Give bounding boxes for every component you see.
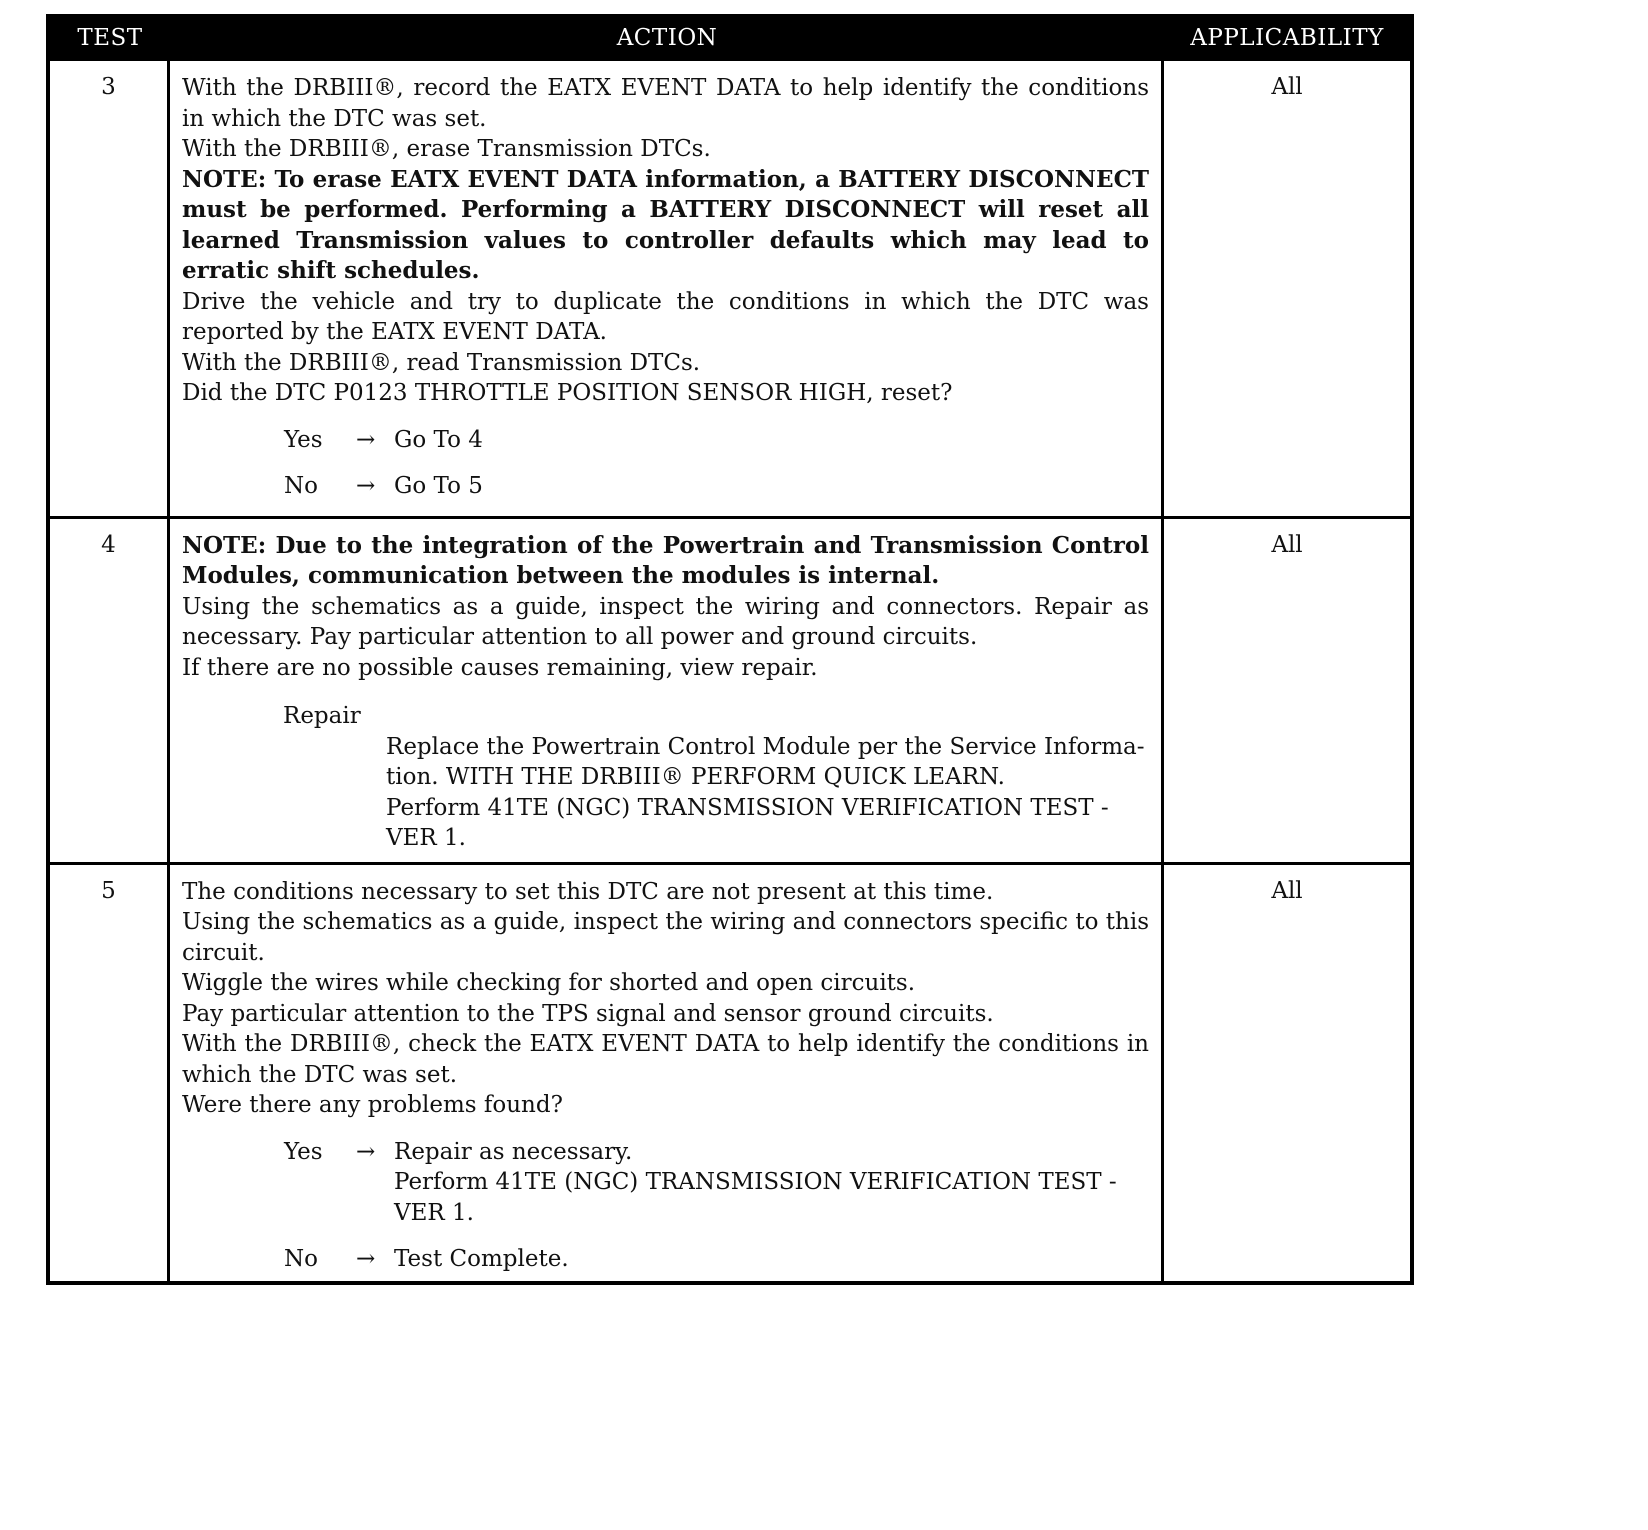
action-line: With the DRBIII®, erase Transmission DTCs. — [182, 136, 711, 162]
choice-label: No — [284, 1246, 318, 1272]
note-text: NOTE: Due to the integration of the Powertrain and Transmission Control Modules, communication between the modules is internal. — [182, 531, 1149, 589]
repair-line: tion. WITH THE DRBIII® PERFORM QUICK LEARN. — [386, 764, 1005, 790]
header-applicability: APPLICABILITY — [1190, 25, 1384, 51]
choice-label: No — [284, 473, 318, 499]
choice-result: Go To 4 — [394, 426, 483, 453]
arrow-icon: → — [356, 1246, 376, 1272]
action-line: Pay particular attention to the TPS signal and sensor ground circuits. — [182, 1000, 994, 1027]
repair-block — [182, 701, 1149, 854]
action-line: Did the DTC P0123 THROTTLE POSITION SENSOR HIGH, reset? — [182, 380, 953, 406]
applicability-cell: All — [1271, 877, 1303, 904]
choice-label: Yes — [284, 426, 323, 453]
repair-label: Repair — [283, 703, 361, 729]
action-line: Drive the vehicle and try to duplicate the conditions in which the DTC was reported by the EATX EVENT DATA. — [182, 288, 1149, 345]
choice-result — [394, 1244, 1149, 1275]
table-row — [50, 862, 1410, 1281]
diagnostic-test-table — [46, 14, 1414, 1285]
choice-no — [182, 471, 1149, 502]
action-line: Using the schematics as a guide, inspect the wiring and connectors specific to this circuit. — [182, 909, 1149, 966]
action-cell — [170, 865, 1164, 1281]
test-number: 3 — [50, 61, 170, 516]
test-number: 4 — [50, 519, 170, 862]
applicability-cell: All — [1271, 74, 1303, 100]
applicability-cell: All — [1271, 531, 1303, 558]
choice-yes — [182, 425, 1149, 456]
repair-line: Perform 41TE (NGC) TRANSMISSION VERIFICATION TEST - — [386, 794, 1109, 821]
test-number: 5 — [50, 865, 170, 1281]
choice-label: Yes — [284, 1138, 323, 1165]
action-cell — [170, 61, 1164, 516]
table-header — [50, 18, 1410, 58]
header-action: ACTION — [616, 25, 718, 51]
choice-result-line: Perform 41TE (NGC) TRANSMISSION VERIFICATION TEST - — [394, 1169, 1117, 1195]
action-line: With the DRBIII®, record the EATX EVENT DATA to help identify the conditions in which the DTC was set. — [182, 75, 1149, 132]
repair-line: Replace the Powertrain Control Module per the Service Informa- — [386, 733, 1145, 760]
action-line: If there are no possible causes remaining, view repair. — [182, 654, 818, 681]
choice-result-line: Test Complete. — [394, 1246, 569, 1272]
repair-text — [386, 732, 1149, 854]
choice-no — [182, 1244, 1149, 1275]
choice-result-line: VER 1. — [394, 1199, 474, 1226]
choice-yes — [182, 1137, 1149, 1229]
repair-line: VER 1. — [386, 825, 466, 851]
arrow-icon: → — [356, 1138, 376, 1165]
action-line: With the DRBIII®, check the EATX EVENT DATA to help identify the conditions in which the DTC was set. — [182, 1031, 1149, 1088]
arrow-icon: → — [356, 473, 376, 499]
arrow-icon: → — [356, 426, 376, 453]
choice-result-line: Repair as necessary. — [394, 1138, 633, 1165]
action-line: Using the schematics as a guide, inspect the wiring and connectors. Repair as necessary. Pay particular attention to all power and ground circuits. — [182, 593, 1149, 650]
choice-result: Go To 5 — [394, 473, 483, 499]
table-row — [50, 58, 1410, 516]
choice-result — [394, 1137, 1149, 1229]
action-line: Were there any problems found? — [182, 1092, 563, 1118]
header-test: TEST — [77, 25, 143, 51]
action-line: Wiggle the wires while checking for shorted and open circuits. — [182, 970, 916, 996]
action-line: With the DRBIII®, read Transmission DTCs. — [182, 349, 701, 376]
note-text: NOTE: To erase EATX EVENT DATA information, a BATTERY DISCONNECT must be performed. Performing a BATTERY DISCONNECT will reset all learned Transmission values to controller defaults which may lead to erratic shift schedules. — [182, 165, 1149, 284]
action-cell — [170, 519, 1164, 862]
table-row — [50, 516, 1410, 862]
action-line: The conditions necessary to set this DTC are not present at this time. — [182, 878, 994, 905]
